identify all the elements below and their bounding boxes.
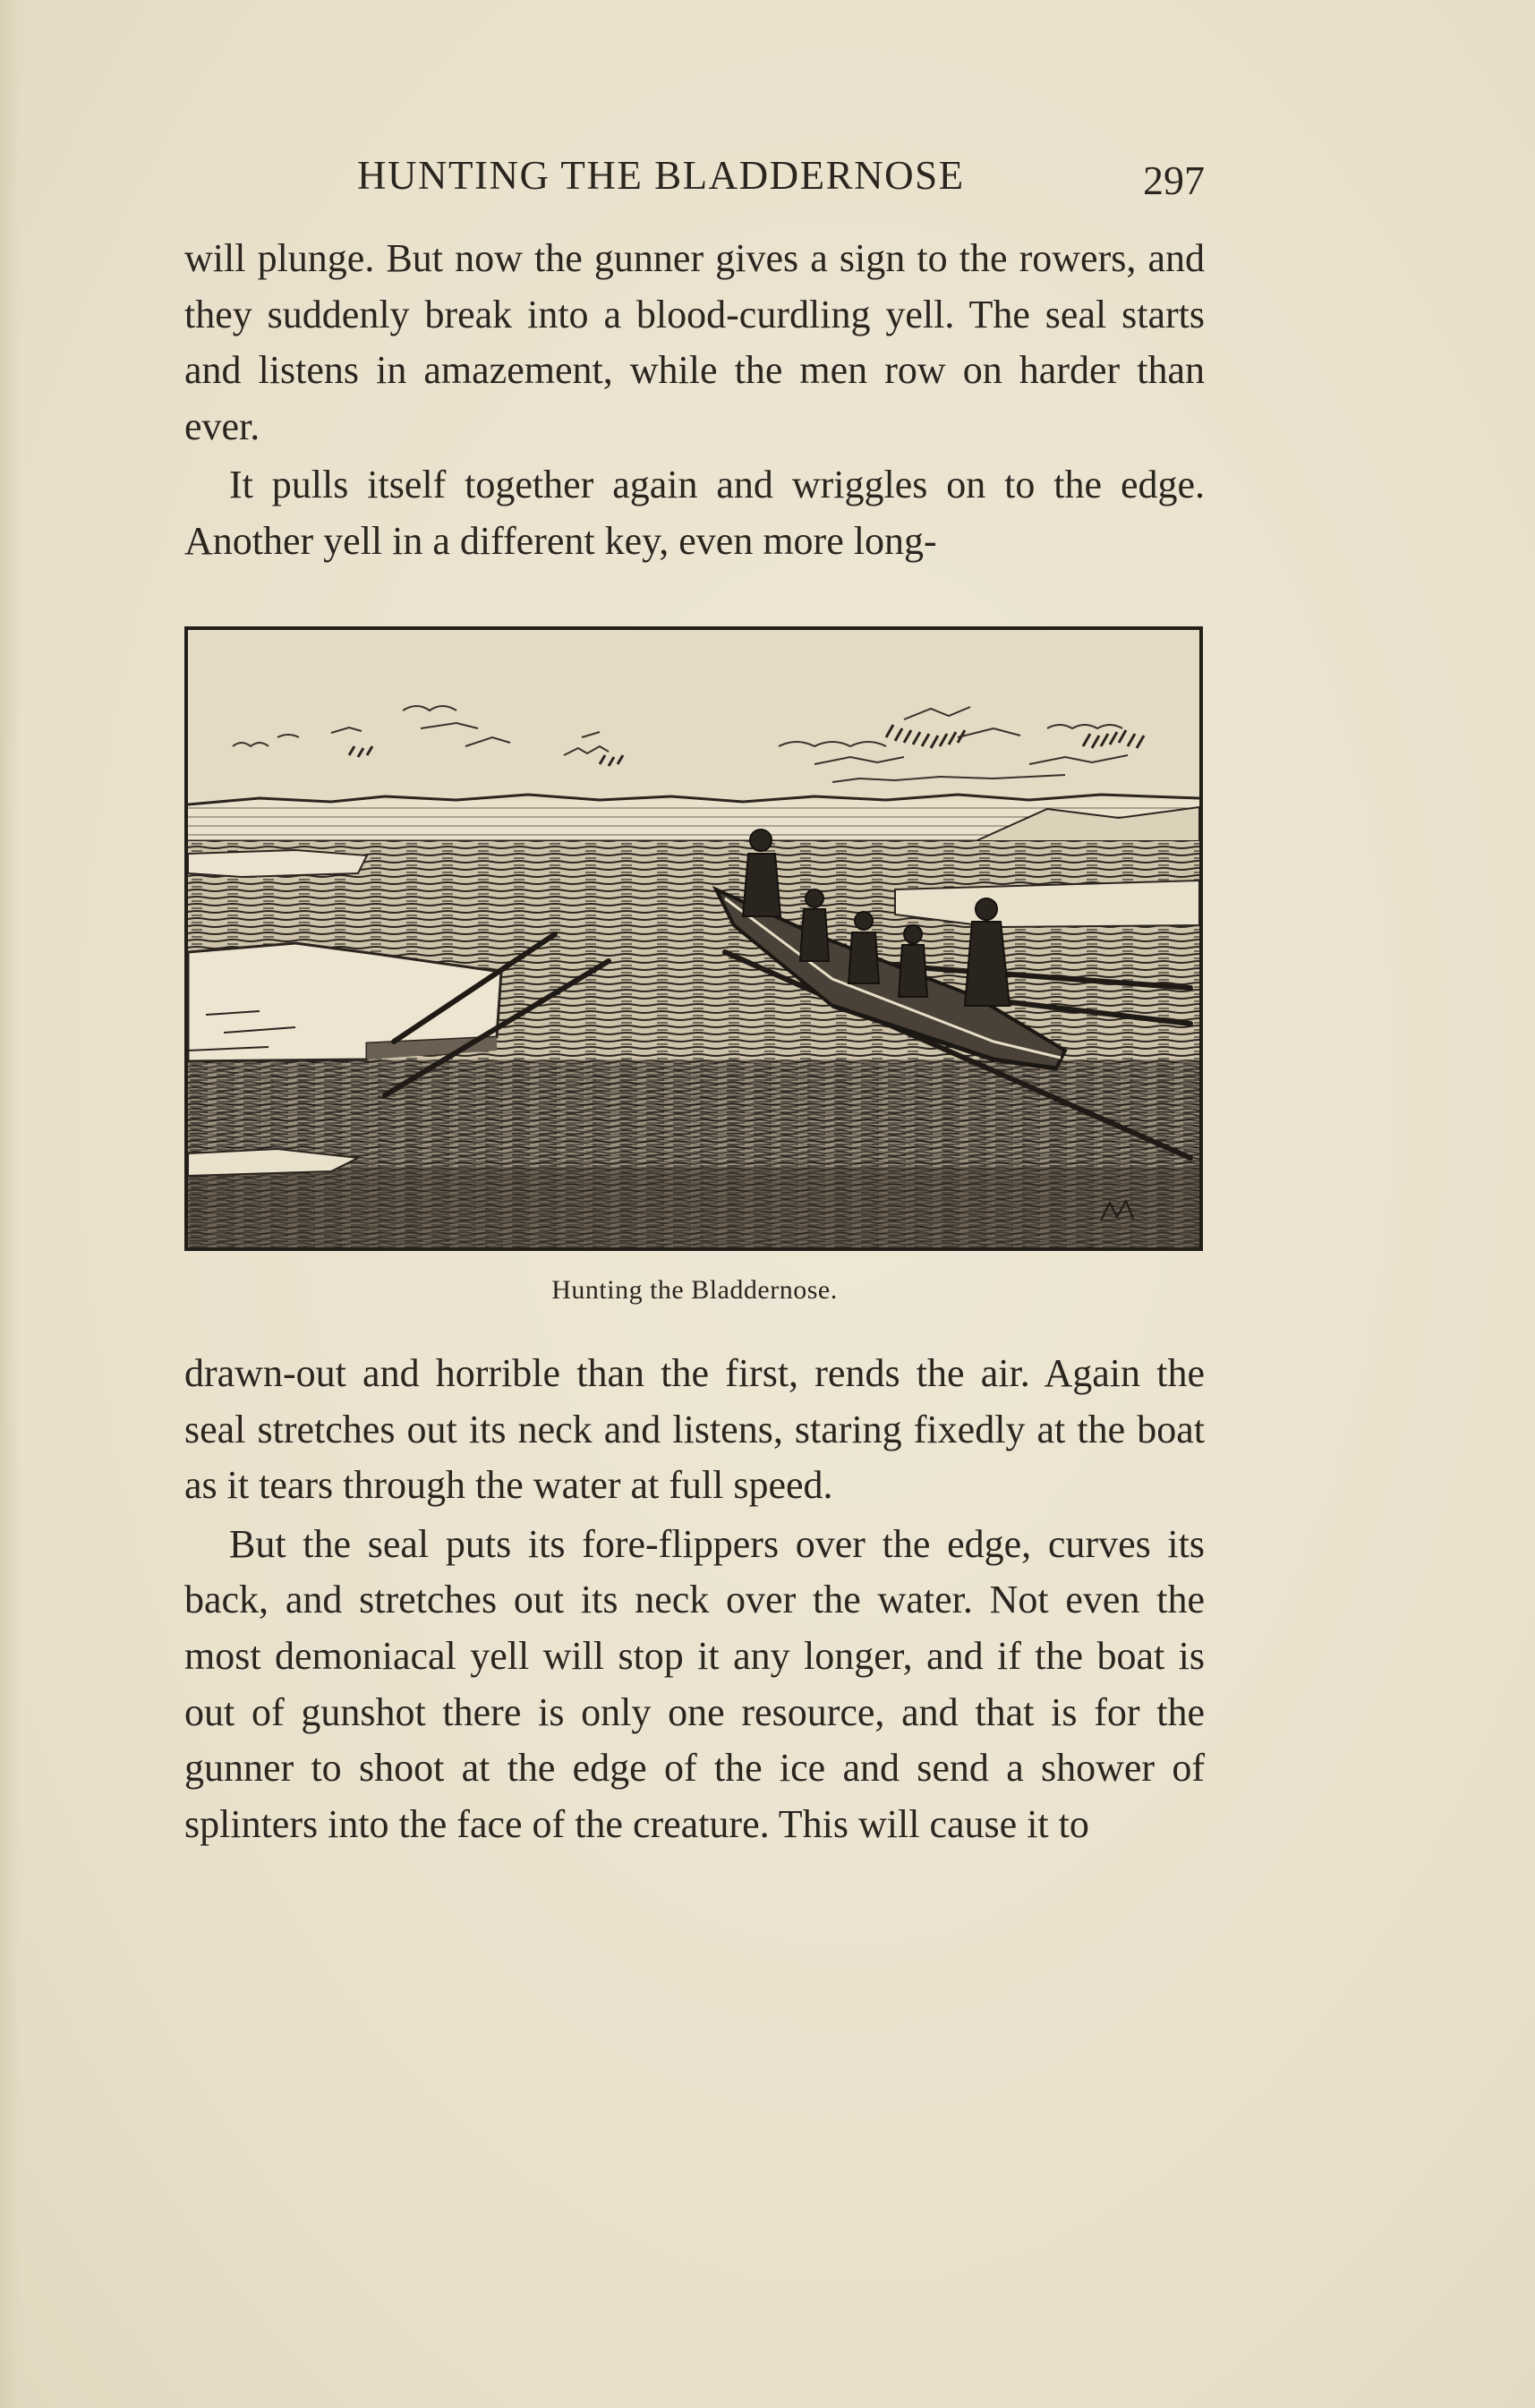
paragraph: will plunge. But now the gunner gives a sign to the rowers, and they suddenly break into a blood-curdling yell. The seal starts and listens in amazement, while the men row on harder than ever.: [184, 236, 1205, 448]
paragraph: drawn-out and horrible than the first, rends the air. Again the seal stretches out its neck and listens, staring fixedly at the boat as it tears through the water at full speed.: [184, 1351, 1205, 1508]
figure-caption: Hunting the Bladdernose.: [551, 1275, 838, 1305]
paragraph: It pulls itself together again and wriggles on to the edge. Another yell in a different key, even more long-: [184, 463, 1205, 563]
illustration-hunting-bladdernose: [184, 626, 1203, 1251]
body-text-top: [184, 231, 1205, 570]
running-title: HUNTING THE BLADDERNOSE: [357, 153, 965, 198]
page-number: 297: [1143, 157, 1205, 203]
body-text-bottom: [184, 1346, 1205, 1852]
page-gutter-shadow: [0, 0, 20, 2408]
engraving-drawing: [188, 630, 1199, 1247]
paragraph: But the seal puts its fore-flippers over the edge, curves its back, and stretches out its neck over the water. Not even the most demoniacal yell will stop it any longer, and if the boat is out of gunshot there is only one resource, and that is for the gunner to shoot at the edge of the ice and send a shower of splinters into the face of the creature. This will cause it to: [184, 1521, 1205, 1846]
running-head: [184, 149, 1205, 202]
